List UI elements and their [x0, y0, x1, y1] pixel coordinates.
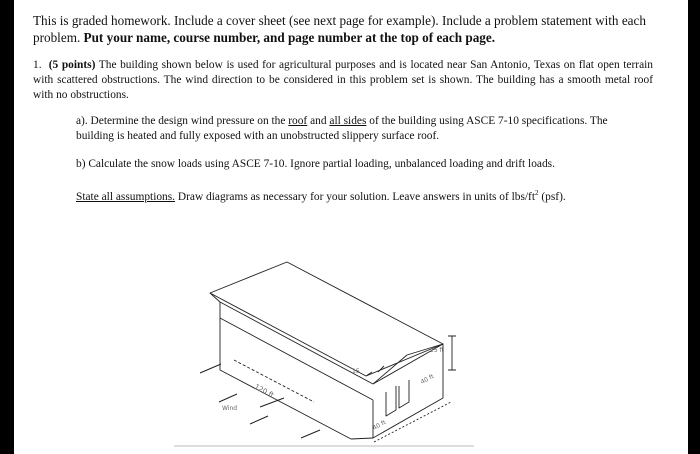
- door-2: [399, 380, 409, 408]
- part-a-text-2: and: [307, 115, 330, 127]
- wind-label: Wind: [222, 405, 238, 412]
- height-label: 25 ft: [430, 347, 444, 354]
- width-label: 40 ft: [371, 419, 388, 432]
- ridge-mark: [366, 366, 384, 376]
- part-c-text-1: Draw diagrams as necessary for your solution. Leave answers in units of lbs/ft: [175, 190, 536, 203]
- building-figure: [14, 0, 688, 454]
- document-page: [14, 0, 688, 454]
- part-b: b) Calculate the snow loads using ASCE 7-10. Ignore partial loading, unbalanced loading and drift loads.: [76, 158, 555, 170]
- roof-ridge: [210, 293, 373, 384]
- eave-line: [351, 438, 373, 439]
- wind-arrows: [200, 364, 320, 438]
- length-label: 120 ft: [253, 382, 276, 400]
- wind-arrow-3: [250, 416, 268, 424]
- part-a-text-3: of the building using ASCE 7-10 specifications. The building is heated and fully exposed with an unobstructed slippery surface roof.: [76, 115, 608, 142]
- long-wall: [220, 318, 351, 439]
- door: [386, 386, 396, 416]
- part-a-sides: all sides: [329, 115, 367, 127]
- width-label-2: 40 ft: [419, 373, 436, 386]
- part-a-roof: roof: [288, 115, 308, 127]
- part-c-assumptions: State all assumptions.: [76, 190, 176, 203]
- wind-arrow-5: [260, 398, 284, 407]
- roof-eave: [220, 302, 373, 400]
- wind-arrow-4: [301, 430, 320, 438]
- intro-bold-text: Put your name, course number, and page number at the top of each page.: [83, 30, 496, 45]
- problem-points: (5 points): [48, 59, 96, 71]
- part-a-text-1: a). Determine the design wind pressure on the: [76, 115, 289, 127]
- intro-text: This is graded homework. Include a cover sheet (see next page for example). Include a problem statement with each problem.: [33, 13, 646, 45]
- wind-arrow-1: [200, 364, 221, 373]
- part-c-text-2: (psf).: [538, 190, 566, 203]
- ridge-label: 15: [352, 368, 360, 375]
- part-c-sup: 2: [535, 189, 539, 197]
- length-dim: [234, 360, 314, 402]
- wind-arrow-2: [219, 394, 237, 402]
- problem-number: 1.: [33, 59, 42, 71]
- problem-text: The building shown below is used for agricultural purposes and is located near San Antonio, Texas on flat open terrain with scattered obstructions. The wind direction to be considered in this problem set is shown. The building has a smooth metal roof with no obstructions.: [33, 59, 653, 101]
